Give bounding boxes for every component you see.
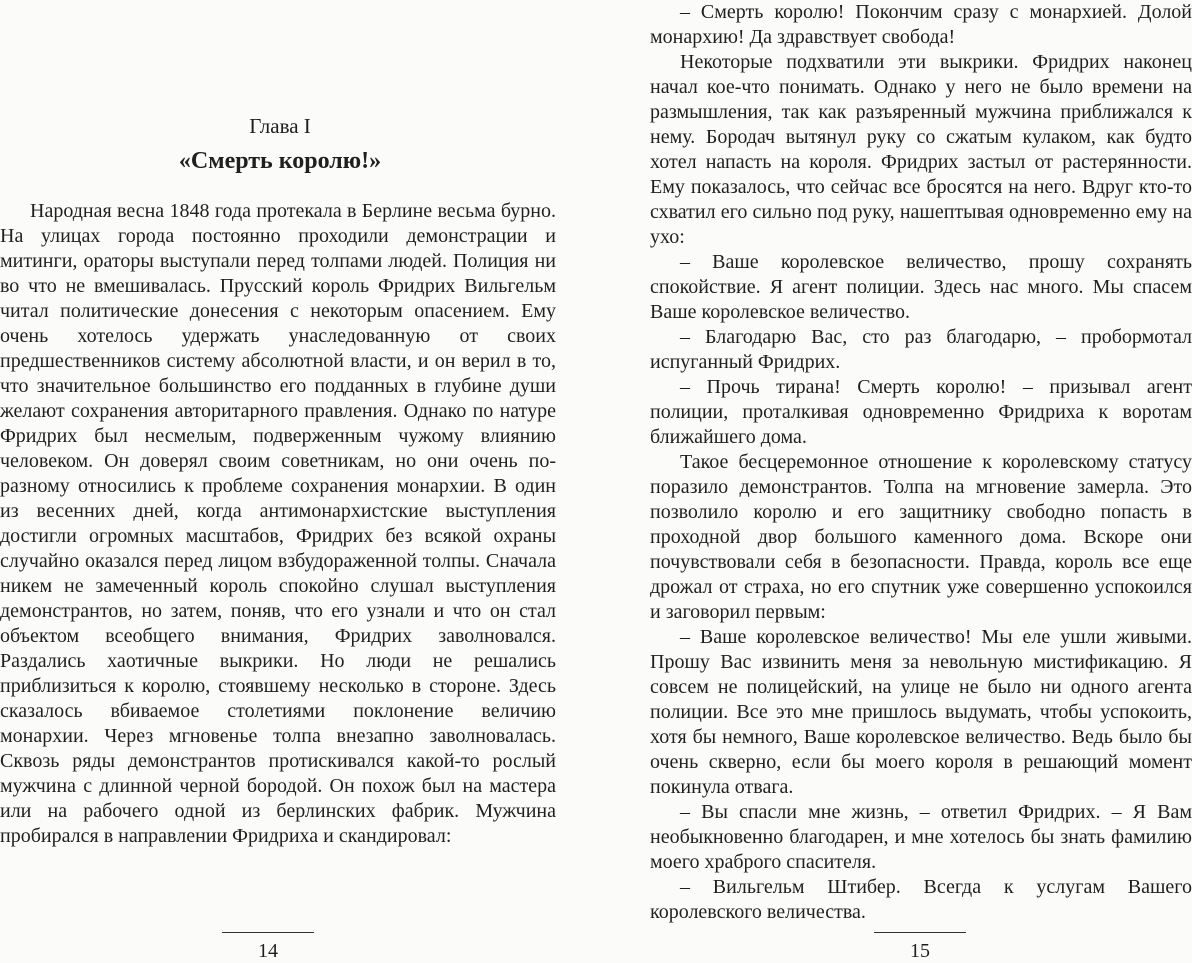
paragraph: – Вильгельм Штибер. Всегда к услугам Вашего королевского величества. — [650, 876, 1192, 923]
page-number: 15 — [910, 940, 930, 962]
paragraph: – Благодарю Вас, сто раз благодарю, – пробормотал испуганный Фридрих. — [650, 326, 1192, 373]
right-page-text — [650, 0, 1192, 925]
footer-rule — [222, 932, 314, 933]
paragraph: – Ваше королевское величество! Мы еле ушли живыми. Прошу Вас извинить меня за невольную мистификацию. Я совсем не полицейский, на улице не было ни одного агента полиции. Все это мне пришлось выдумать, чтобы успокоить, хотя бы немного, Ваше королевское величество. Ведь было бы очень скверно, если бы моего короля в решающий момент покинула отвага. — [650, 626, 1192, 798]
paragraph: Некоторые подхватили эти выкрики. Фридрих наконец начал кое-что понимать. Однако у него не было времени на размышления, так как разъяренный мужчина приближался к нему. Бородач вытянул руку со сжатым кулаком, как будто хотел напасть на короля. Фридрих застыл от растерянности. Ему показалось, что сейчас все бросятся на него. Вдруг кто-то схватил его сильно под руку, нашептывая одновременно ему на ухо: — [650, 51, 1192, 248]
paragraph: – Ваше королевское величество, прошу сохранять спокойствие. Я агент полиции. Здесь нас много. Мы спасем Ваше королевское величество. — [650, 251, 1192, 323]
chapter-label: Глава I — [249, 114, 311, 138]
chapter-title: «Смерть королю!» — [178, 148, 382, 174]
footer-rule — [874, 932, 966, 933]
page-number: 14 — [258, 940, 278, 962]
left-page — [0, 0, 590, 963]
left-page-text — [0, 199, 556, 849]
paragraph: Такое бесцеремонное отношение к королевскому статусу поразило демонстрантов. Толпа на мгновение замерла. Это позволило королю и его защитнику свободно попасть в проходной двор большого каменного дома. Вскоре они почувствовали себя в безопасности. Правда, король все еще дрожал от страха, но его спутник уже совершенно успокоился и заговорил первым: — [650, 451, 1192, 623]
right-page — [600, 0, 1192, 963]
paragraph: Народная весна 1848 года протекала в Берлине весьма бурно. На улицах города постоянно проходили демонстрации и митинги, ораторы выступали перед толпами людей. Полиция ни во что не вмешивалась. Прусский король Фридрих Вильгельм читал политические донесения с некоторым опасением. Ему очень хотелось удержать унаследованную от своих предшественников систему абсолютной власти, и он верил в то, что значительное большинство его подданных в глубине души желают сохранения авторитарного правления. Однако по натуре Фридрих был несмелым, подверженным чужому влиянию человеком. Он доверял своим советникам, но они очень по-разному относились к проблеме сохранения монархии. В один из весенних дней, когда антимонархистские выступления достигли огромных масштабов, Фридрих без всякой охраны случайно оказался перед лицом взбудораженной толпы. Сначала никем не замеченный король спокойно слушал выступления демонстрантов, но затем, поняв, что его узнали и что он стал объектом всеобщего внимания, Фридрих заволновался. Раздались хаотичные выкрики. Но люди не решались приблизиться к королю, стоявшему несколько в стороне. Здесь сказалось вбиваемое столетиями поклонение величию монархии. Через мгновенье толпа внезапно заволновалась. Сквозь ряды демонстрантов протискивался какой-то рослый мужчина с длинной черной бородой. Он похож был на мастера или на рабочего одной из берлинских фабрик. Мужчина пробирался в направлении Фридриха и скандировал: — [0, 200, 556, 847]
paragraph: – Смерть королю! Покончим сразу с монархией. Долой монархию! Да здравствует свобода! — [650, 1, 1192, 48]
paragraph: – Вы спасли мне жизнь, – ответил Фридрих. – Я Вам необыкновенно благодарен, и мне хотелось бы знать фамилию моего храброго спасителя. — [650, 801, 1192, 873]
paragraph: – Прочь тирана! Смерть королю! – призывал агент полиции, проталкивая одновременно Фридриха к воротам ближайшего дома. — [650, 376, 1192, 448]
